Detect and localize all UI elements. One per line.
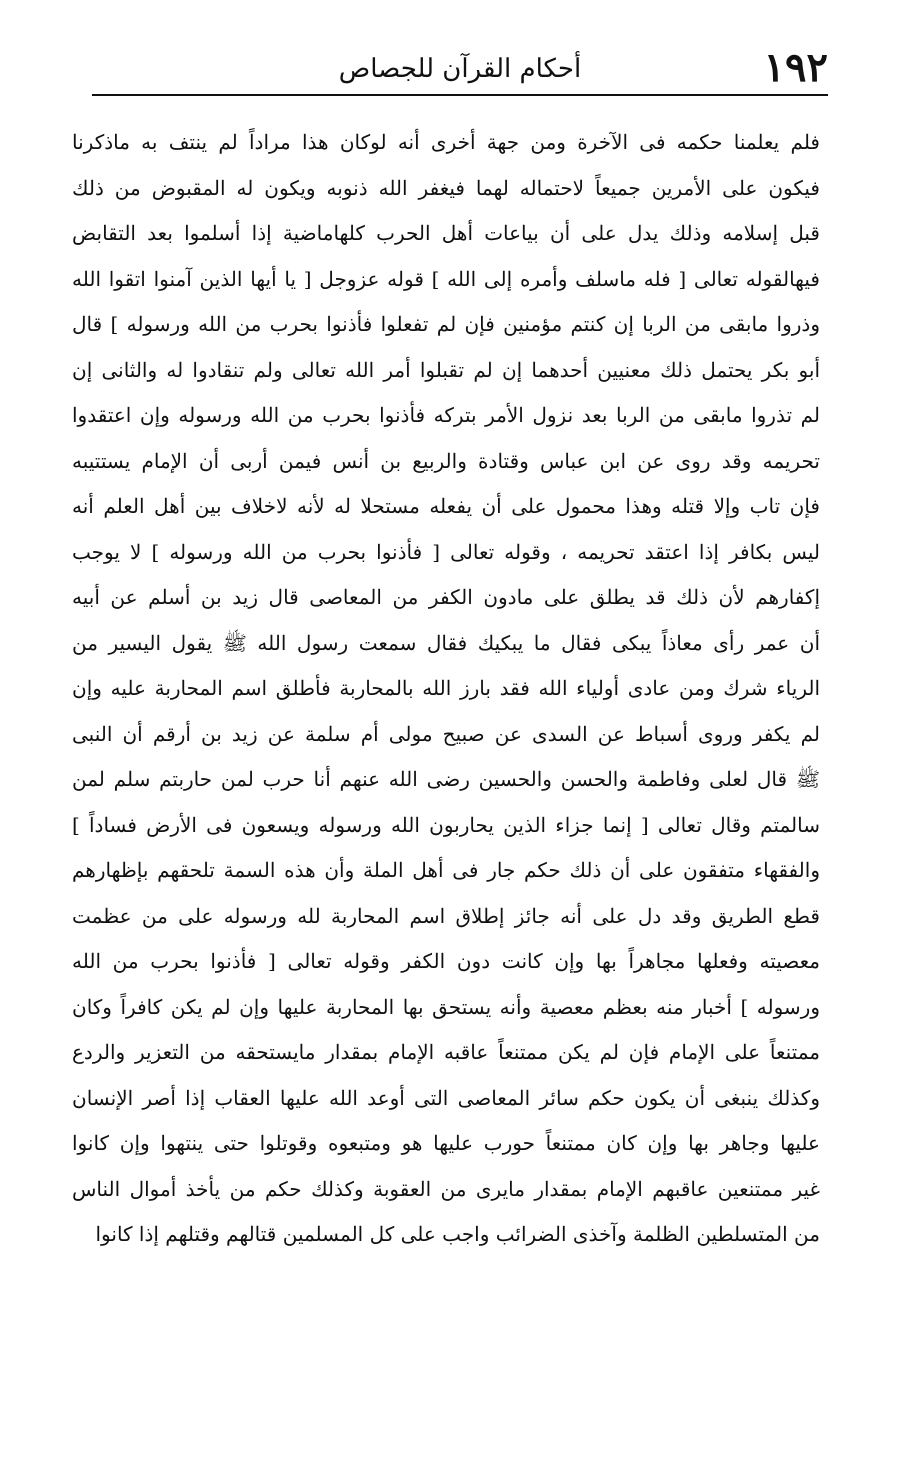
text-line: إكفارهم لأن ذلك قد يطلق على مادون الكفر من المعاصى قال زيد بن أسلم عن أبيه — [72, 585, 820, 609]
running-title: أحكام القرآن للجصاص — [338, 54, 582, 84]
text-line: عليها وجاهر بها وإن كان ممتنعاً حورب عليها هو ومتبعوه وقوتلوا حتى ينتهوا وإن كانوا — [72, 1131, 820, 1155]
text-line: فإن تاب وإلا قتله وهذا محمول على أن يفعله مستحلا له لأنه لاخلاف بين أهل العلم أنه — [72, 494, 820, 518]
text-line: سالمتم وقال تعالى [ إنما جزاء الذين يحاربون الله ورسوله ويسعون فى الأرض فساداً ] — [72, 812, 820, 837]
text-line: معصيته وفعلها مجاهراً بها وإن كانت دون الكفر وقوله تعالى [ فأذنوا بحرب من الله — [72, 949, 820, 973]
body-text — [72, 120, 820, 1258]
text-line: ليس بكافر إذا اعتقد تحريمه ، وقوله تعالى [ فأذنوا بحرب من الله ورسوله ] لا يوجب — [72, 539, 820, 564]
text-line: ورسوله ] أخبار منه بعظم معصية وأنه يستحق بها المحاربة عليها وإن لم يكن كافراً وكان — [72, 994, 820, 1019]
text-line: قبل إسلامه وذلك يدل على أن بياعات أهل الحرب كلهاماضية إذا أسلموا بعد التقابض — [72, 221, 820, 245]
text-line: تحريمه وقد روى عن ابن عباس وقتادة والربيع بن أنس فيمن أربى أن الإمام يستتيبه — [72, 448, 820, 473]
text-line: غير ممتنعين عاقبهم الإمام بمقدار مايرى من العقوبة وكذلك حكم من يأخذ أموال الناس — [72, 1176, 820, 1201]
text-line: من المتسلطين الظلمة وآخذى الضرائب واجب على كل المسلمين قتالهم وقتلهم إذا كانوا — [95, 1222, 820, 1246]
text-line: والفقهاء متفقون على أن ذلك حكم جار فى أهل الملة وأن هذه السمة تلحقهم بإظهارهم — [72, 858, 820, 882]
text-line: الرياء شرك ومن عادى أولياء الله فقد بارز الله بالمحاربة فأطلق اسم المحاربة عليه وإن — [72, 676, 820, 700]
text-line: فيهالقوله تعالى [ فله ماسلف وأمره إلى الله ] قوله عزوجل [ يا أيها الذين آمنوا اتقوا الله — [72, 266, 820, 291]
text-line: وذروا مابقى من الربا إن كنتم مؤمنين فإن لم تفعلوا فأذنوا بحرب من الله ورسوله ] قال — [72, 312, 820, 336]
text-line: فلم يعلمنا حكمه فى الآخرة ومن جهة أخرى أنه لوكان هذا مراداً لم ينتف به ماذكرنا — [72, 130, 820, 154]
text-line: فيكون على الأمرين جميعاً لاحتماله لهما فيغفر الله ذنوبه ويكون له المقبوض من ذلك — [72, 175, 820, 200]
header-rule — [92, 94, 828, 96]
text-line: ﷺ قال لعلى وفاطمة والحسن والحسين رضى الله عنهم أنا حرب لمن حاربتم سلم لمن — [72, 767, 820, 791]
page-header — [92, 44, 828, 94]
text-line: لم يكفر وروى أسباط عن السدى عن صبيح مولى أم سلمة عن زيد بن أرقم أن النبى — [72, 721, 820, 746]
text-line: قطع الطريق وقد دل على أنه جائز إطلاق اسم المحاربة لله ورسوله على من عظمت — [72, 903, 820, 928]
text-line: ممتنعاً على الإمام فإن لم يكن ممتنعاً عاقبه الإمام بمقدار مايستحقه من التعزير والردع — [72, 1040, 820, 1064]
text-line: أبو بكر يحتمل ذلك معنيين أحدهما إن لم تقبلوا أمر الله تعالى ولم تنقادوا له والثانى إن — [72, 357, 820, 382]
text-line: لم تذروا مابقى من الربا بعد نزول الأمر بتركه فأذنوا بحرب من الله ورسوله وإن اعتقدوا — [72, 403, 820, 427]
page-number: ١٩٢ — [763, 44, 828, 91]
text-line: أن عمر رأى معاذاً يبكى فقال ما يبكيك فقال سمعت رسول الله ﷺ يقول اليسير من — [72, 630, 820, 655]
text-line: وكذلك ينبغى أن يكون حكم سائر المعاصى التى أوعد الله عليها العقاب إذا أصر الإنسان — [72, 1085, 820, 1110]
